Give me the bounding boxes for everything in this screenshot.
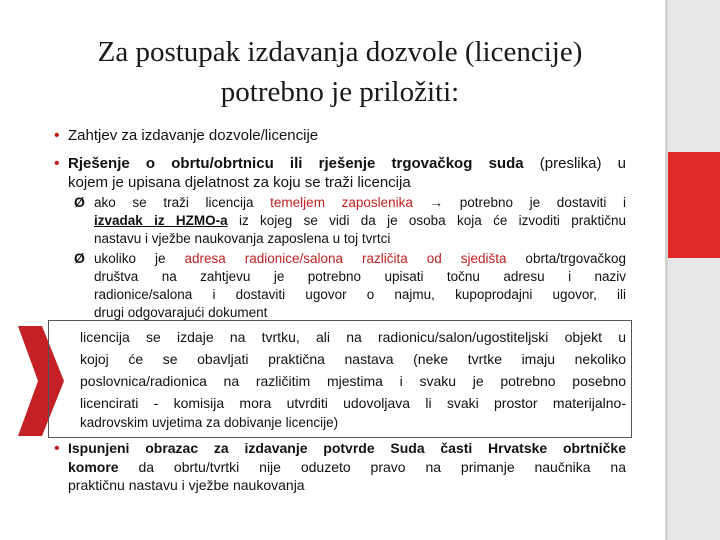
note-line-3: poslovnica/radionica na različitim mjestima i svaku je potrebno posebno [80, 373, 626, 389]
note-line-1: licencija se izdaje na tvrtku, ali na radionicu/salon/ugostiteljski objekt u [80, 329, 626, 345]
sub-2-line-3: radionice/salona i dostaviti ugovor o najmu, kupoprodajni ugovor, ili [94, 287, 626, 302]
bullet-2-line-2: kojem je upisana djelatnost za koju se traži licencija [68, 174, 411, 191]
sub-2-line-2: društva na zahtjevu je potrebno upisati točnu adresu i naziv [94, 269, 626, 284]
sidebar-edge [665, 0, 668, 540]
arrow-bullet-icon: Ø [74, 194, 85, 210]
bullet-marker: • [54, 155, 60, 172]
note-line-4: licencirati - komisija mora utvrditi udovoljava li svaki prostor materijalno- [80, 395, 626, 411]
bullet-marker: • [54, 127, 60, 144]
arrow-bullet-icon: Ø [74, 250, 85, 266]
note-line-5: kadrovskim uvjetima za dobivanje licencije) [80, 415, 339, 430]
right-sidebar [665, 0, 720, 540]
bullet-2-line-1: Rješenje o obrtu/obrtnicu ili rješenje trgovačkog suda (preslika) u [68, 155, 627, 172]
sub-1-line-3: nastavu i vježbe naukovanja zaposlena u toj tvrtci [94, 231, 391, 246]
sub-1-line-1: ako se traži licencija temeljem zaposlenika → potrebno je dostaviti i [94, 195, 626, 210]
red-accent-block [668, 152, 720, 258]
bullet-3-line-2: komore da obrtu/tvrtki nije oduzeto pravo na primanje naučnika na [68, 459, 626, 475]
sub-1-line-2: izvadak iz HZMO-a iz kojeg se vidi da je osoba koja će izvoditi praktičnu [94, 213, 626, 228]
sub-2-line-1: ukoliko je adresa radionice/salona različita od sjedišta obrta/trgovačkog [94, 251, 626, 266]
bullet-1-text: Zahtjev za izdavanje dozvole/licencije [68, 127, 319, 144]
title-line-2: potrebno je priložiti: [220, 76, 460, 108]
bullet-marker: • [54, 440, 60, 457]
sub-2-line-4: drugi odgovarajući dokument [94, 305, 268, 320]
bullet-3-line-1: Ispunjeni obrazac za izdavanje potvrde Suda časti Hrvatske obrtničke [68, 440, 626, 456]
title-line-1: Za postupak izdavanja dozvole (licencije) [97, 36, 583, 68]
bullet-3-line-3: praktičnu nastavu i vježbe naukovanja [68, 477, 305, 493]
slide-title [40, 32, 640, 112]
note-line-2: kojoj će se obavljati praktična nastava (neke tvrtke imaju nekoliko [80, 351, 626, 367]
